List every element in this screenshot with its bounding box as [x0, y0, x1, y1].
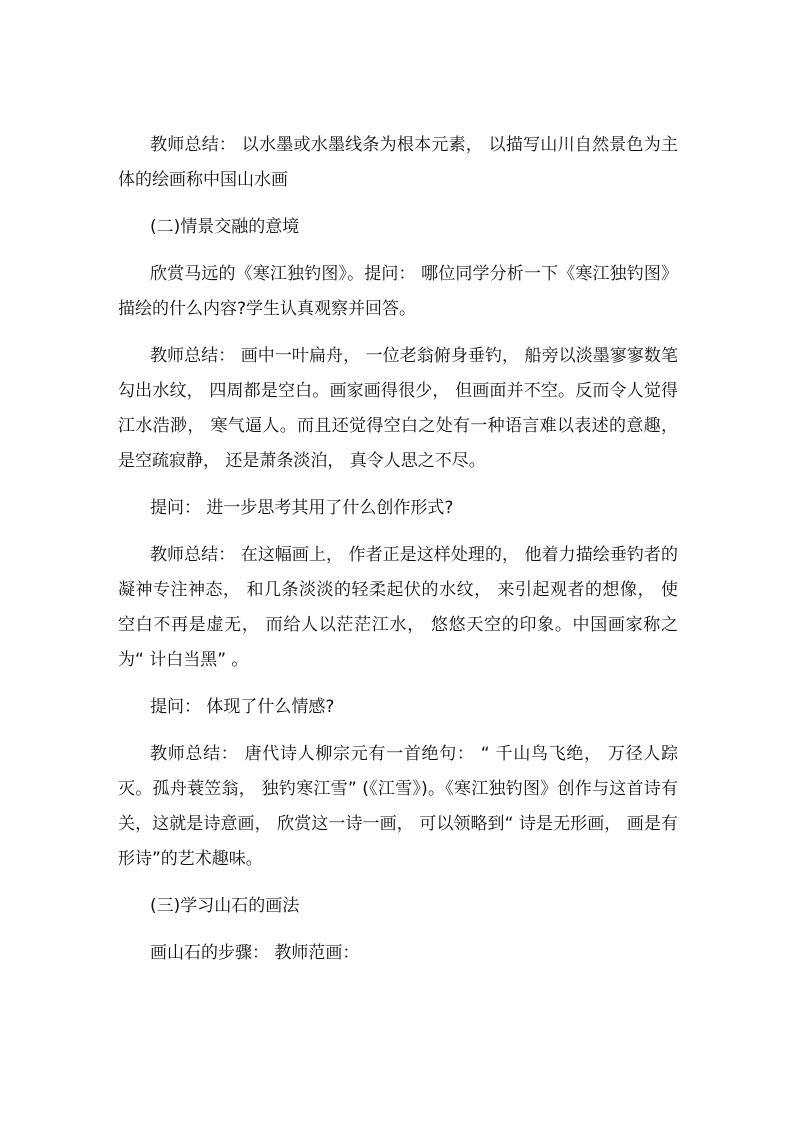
- paragraph-rock-steps: 画山石的步骤： 教师范画：: [150, 943, 360, 963]
- paragraph-summary-painting-content: 教师总结： 画中一叶扁舟， 一位老翁俯身垂钓， 船旁以淡墨寥寥数笔勾出水纹， 四周都是空白。画家画得很少， 但画面并不空。反而令人觉得江水浩渺， 寒气逼人。而且还觉得空白之处有一种语言难以表述的意趣， 是空疏寂静， 还是萧条淡泊， 真令人思之不尽。: [118, 346, 678, 471]
- paragraph-summary-blank-as-ink: 教师总结： 在这幅画上， 作者正是这样处理的， 他着力描绘垂钓者的凝神专注神态， 和几条淡淡的轻柔起伏的水纹， 来引起观者的想像， 使空白不再是虚无， 而给人以茫茫江水， 悠悠天空的印象。中国画家称之为“ 计白当黑” 。: [118, 545, 678, 670]
- paragraph-summary-poem: 教师总结： 唐代诗人柳宗元有一首绝句： “ 千山鸟飞绝， 万径人踪灭。孤舟蓑笠翁， 独钓寒江雪” (《江雪》)。《寒江独钓图》创作与这首诗有关，这就是诗意画， 欣赏这一诗一画， 可以领略到“ 诗是无形画， 画是有形诗”的艺术趣味。: [118, 744, 678, 869]
- paragraph-summary-definition: 教师总结： 以水墨或水墨线条为根本元素， 以描写山川自然景色为主体的绘画称中国山水画: [118, 135, 678, 190]
- paragraph-question-form: 提问： 进一步思考其用了什么创作形式?: [150, 498, 454, 518]
- section-heading-artistic-conception: (二)情景交融的意境: [150, 217, 300, 237]
- document-body: [118, 128, 678, 983]
- section-heading-rock-painting: (三)学习山石的画法: [150, 896, 300, 916]
- paragraph-question-emotion: 提问： 体现了什么情感?: [150, 697, 335, 717]
- paragraph-appreciation-question: 欣赏马远的《寒江独钓图》。提问： 哪位同学分析一下《寒江独钓图》描绘的什么内容?学生认真观察并回答。: [118, 264, 678, 319]
